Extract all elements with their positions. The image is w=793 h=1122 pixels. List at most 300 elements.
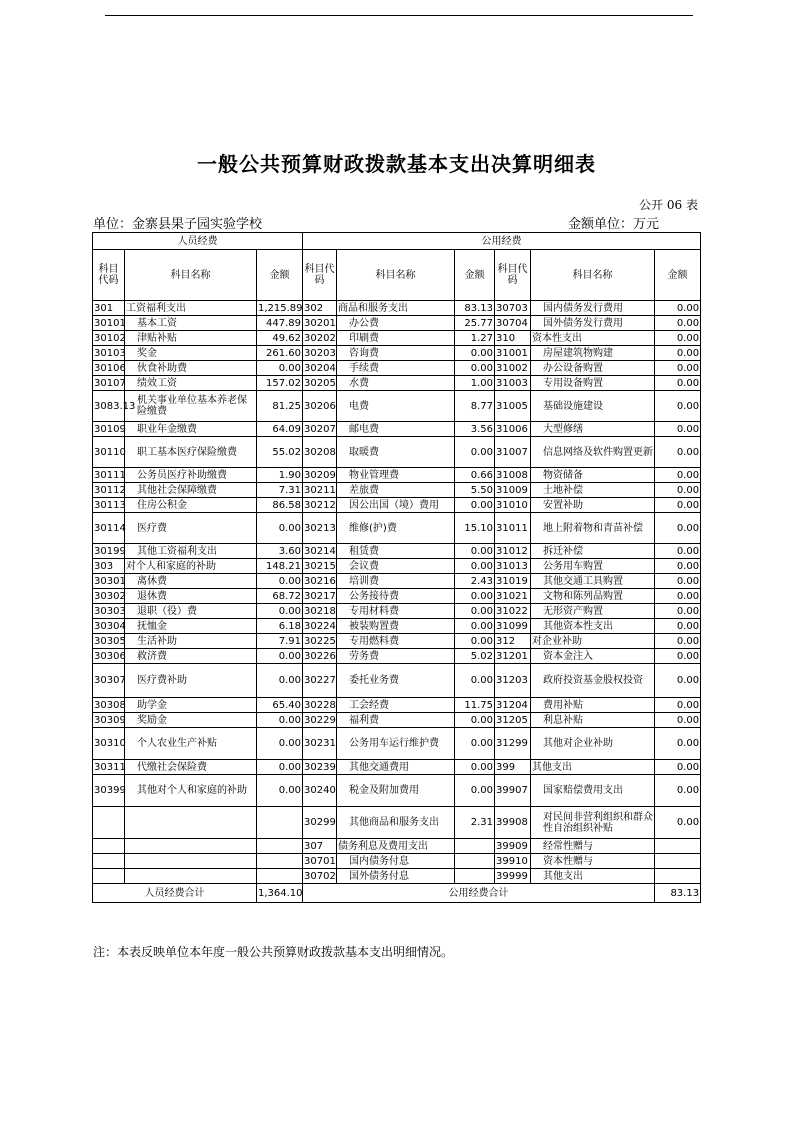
name-cell: 会议费: [337, 559, 455, 574]
table-row: [93, 728, 701, 760]
name-cell: 对个人和家庭的补助: [125, 559, 257, 574]
header-name: 科目名称: [531, 250, 655, 301]
amount-cell: 25.77: [455, 316, 495, 331]
name-cell: 其他交通费用: [337, 760, 455, 775]
amount-cell: [655, 839, 701, 854]
name-cell: [125, 869, 257, 884]
table-row: [93, 498, 701, 513]
name-cell: 助学金: [125, 698, 257, 713]
code-cell: 30309: [94, 714, 126, 726]
amount-cell: 0.00: [655, 513, 701, 544]
table-row: [93, 468, 701, 483]
code-cell: 399: [495, 760, 531, 775]
amount-cell: 5.02: [455, 649, 495, 664]
amount-cell: 1.27: [455, 331, 495, 346]
amount-cell: 55.02: [257, 437, 303, 468]
amount-cell: 3.56: [455, 422, 495, 437]
amount-cell: 5.50: [455, 483, 495, 498]
amount-cell: 0.00: [655, 361, 701, 376]
code-cell: 31007: [495, 437, 531, 468]
amount-cell: 0.00: [655, 634, 701, 649]
name-cell: 退职（役）费: [125, 604, 257, 619]
amount-cell: [455, 854, 495, 869]
table-row: [93, 316, 701, 331]
code-cell: 30308: [94, 699, 126, 711]
amount-cell: 148.21: [257, 559, 303, 574]
code-cell: 39999: [495, 869, 531, 884]
name-cell: 专用燃料费: [337, 634, 455, 649]
amount-cell: 0.66: [455, 468, 495, 483]
amount-cell: 6.18: [257, 619, 303, 634]
table-row: [93, 391, 701, 422]
amount-unit-label: 金额单位：万元: [568, 217, 660, 232]
code-cell: 31011: [495, 513, 531, 544]
code-cell: 30399: [93, 775, 125, 807]
name-cell: 工会经费: [337, 698, 455, 713]
table-row: [93, 604, 701, 619]
code-cell: 30229: [304, 714, 336, 726]
code-cell: 312: [495, 634, 531, 649]
amount-cell: 0.00: [455, 634, 495, 649]
code-cell: 31022: [495, 604, 531, 619]
personnel-group-header: 人员经费: [93, 233, 303, 250]
code-cell: 310: [495, 331, 531, 346]
name-cell: 其他支出: [531, 760, 655, 775]
table-row: [93, 376, 701, 391]
table-row: [93, 437, 701, 468]
amount-cell: 64.09: [257, 422, 303, 437]
code-cell: 30107: [94, 377, 126, 389]
name-cell: 政府投资基金股权投资: [531, 664, 655, 698]
code-cell: 30225: [304, 635, 336, 647]
code-cell: 301: [93, 301, 125, 316]
amount-cell: 0.00: [655, 728, 701, 760]
code-cell: 31099: [495, 619, 531, 634]
name-cell: 医疗费: [125, 513, 257, 544]
table-row: [93, 775, 701, 807]
amount-cell: [655, 854, 701, 869]
code-cell: 30240: [303, 775, 337, 807]
amount-cell: 7.31: [257, 483, 303, 498]
name-cell: 税金及附加费用: [337, 775, 455, 807]
code-cell: [93, 869, 125, 884]
name-cell: 其他对个人和家庭的补助: [125, 775, 257, 807]
code-cell: 30305: [94, 635, 126, 647]
unit-label: 单位：金寨县果子园实验学校: [93, 217, 263, 232]
name-cell: 资本金注入: [531, 649, 655, 664]
amount-cell: [455, 869, 495, 884]
code-cell: 30205: [304, 377, 336, 389]
code-cell: 3083.13: [93, 391, 125, 422]
code-cell: 31201: [495, 649, 531, 664]
code-cell: 30211: [304, 484, 336, 496]
code-cell: 30239: [304, 761, 336, 773]
amount-cell: 0.00: [655, 619, 701, 634]
name-cell: 公务用车购置: [531, 559, 655, 574]
name-cell: 生活补助: [125, 634, 257, 649]
code-cell: [93, 854, 125, 869]
amount-cell: 7.91: [257, 634, 303, 649]
name-cell: 印刷费: [337, 331, 455, 346]
name-cell: 利息补贴: [531, 713, 655, 728]
name-cell: 地上附着物和青苗补偿: [531, 513, 655, 544]
code-cell: 30106: [94, 362, 126, 374]
code-cell: 31008: [495, 468, 531, 483]
name-cell: 国外债务发行费用: [531, 316, 655, 331]
code-cell: 30111: [94, 469, 126, 481]
table-row: [93, 331, 701, 346]
name-cell: 债务利息及费用支出: [337, 839, 455, 854]
code-cell: 31019: [495, 574, 531, 589]
expenditure-table: [92, 232, 701, 903]
name-cell: 国家赔偿费用支出: [531, 775, 655, 807]
table-row: [93, 619, 701, 634]
name-cell: 对企业补助: [531, 634, 655, 649]
code-cell: 30208: [303, 437, 337, 468]
code-cell: 31021: [495, 589, 531, 604]
name-cell: 救济费: [125, 649, 257, 664]
code-cell: 39910: [495, 854, 531, 869]
name-cell: 职业年金缴费: [125, 422, 257, 437]
amount-cell: 0.00: [655, 498, 701, 513]
table-number: 公开 06 表: [639, 198, 698, 212]
amount-cell: 0.00: [257, 361, 303, 376]
code-cell: 31204: [495, 698, 531, 713]
name-cell: 租赁费: [337, 544, 455, 559]
amount-cell: 0.00: [655, 346, 701, 361]
table-row: [93, 483, 701, 498]
code-cell: 30203: [304, 347, 336, 359]
table-row: [93, 301, 701, 316]
code-cell: 30216: [304, 575, 336, 587]
code-cell: 30110: [93, 437, 125, 468]
amount-cell: 0.00: [257, 574, 303, 589]
code-cell: [93, 807, 125, 839]
code-cell: 30231: [303, 728, 337, 760]
table-row: [93, 346, 701, 361]
amount-cell: 0.00: [655, 483, 701, 498]
table-row: [93, 649, 701, 664]
name-cell: 差旅费: [337, 483, 455, 498]
code-cell: 31002: [495, 361, 531, 376]
name-cell: 其他资本性支出: [531, 619, 655, 634]
amount-cell: 447.89: [257, 316, 303, 331]
amount-cell: 8.77: [455, 391, 495, 422]
code-cell: 30213: [303, 513, 337, 544]
amount-cell: 0.00: [655, 422, 701, 437]
name-cell: 基础设施建设: [531, 391, 655, 422]
name-cell: 委托业务费: [337, 664, 455, 698]
code-cell: 31003: [495, 376, 531, 391]
code-cell: 30209: [304, 469, 336, 481]
code-cell: 31005: [495, 391, 531, 422]
name-cell: 其他商品和服务支出: [337, 807, 455, 839]
code-cell: 30224: [304, 620, 336, 632]
footnote: 注：本表反映单位本年度一般公共预算财政拨款基本支出明细情况。: [93, 945, 454, 959]
code-cell: 30214: [304, 545, 336, 557]
code-cell: 31009: [495, 483, 531, 498]
name-cell: 专用材料费: [337, 604, 455, 619]
amount-cell: 0.00: [655, 775, 701, 807]
amount-cell: 0.00: [455, 664, 495, 698]
name-cell: 津贴补贴: [125, 331, 257, 346]
table-row: [93, 854, 701, 869]
amount-cell: 0.00: [455, 619, 495, 634]
table-row: [93, 634, 701, 649]
name-cell: 代缴社会保险费: [125, 760, 257, 775]
amount-cell: 0.00: [455, 498, 495, 513]
code-cell: 30109: [94, 423, 126, 435]
code-cell: 30306: [94, 650, 126, 662]
table-row: [93, 713, 701, 728]
name-cell: [125, 807, 257, 839]
header-amount: 金额: [655, 250, 701, 301]
code-cell: 30103: [94, 347, 126, 359]
name-cell: 大型修缮: [531, 422, 655, 437]
code-cell: 30310: [93, 728, 125, 760]
amount-cell: 157.02: [257, 376, 303, 391]
code-cell: 39908: [495, 807, 531, 839]
name-cell: 离休费: [125, 574, 257, 589]
header-name: 科目名称: [125, 250, 257, 301]
name-cell: 资本性赠与: [531, 854, 655, 869]
amount-cell: 0.00: [655, 301, 701, 316]
name-cell: 对民间非营利组织和群众性自治组织补贴: [531, 807, 655, 839]
amount-cell: 0.00: [655, 664, 701, 698]
name-cell: 绩效工资: [125, 376, 257, 391]
code-cell: 30199: [94, 545, 126, 557]
amount-cell: 261.60: [257, 346, 303, 361]
code-cell: 30218: [304, 605, 336, 617]
amount-cell: 86.58: [257, 498, 303, 513]
code-cell: 30703: [495, 301, 531, 316]
name-cell: 文物和陈列品购置: [531, 589, 655, 604]
amount-cell: 0.00: [655, 698, 701, 713]
amount-cell: 0.00: [455, 361, 495, 376]
name-cell: 电费: [337, 391, 455, 422]
table-row: [93, 589, 701, 604]
header-amount: 金额: [455, 250, 495, 301]
amount-cell: 0.00: [455, 559, 495, 574]
amount-cell: 0.00: [455, 775, 495, 807]
amount-cell: 1.90: [257, 468, 303, 483]
amount-cell: 0.00: [655, 604, 701, 619]
code-cell: 30303: [94, 605, 126, 617]
amount-cell: 0.00: [455, 346, 495, 361]
page-title: 一般公共预算财政拨款基本支出决算明细表: [197, 152, 596, 176]
amount-cell: 0.00: [655, 649, 701, 664]
amount-cell: 2.31: [455, 807, 495, 839]
code-cell: 30307: [93, 664, 125, 698]
personnel-total-label: 人员经费合计: [93, 884, 257, 903]
name-cell: 其他工资福利支出: [125, 544, 257, 559]
amount-cell: 68.72: [257, 589, 303, 604]
name-cell: 其他对企业补助: [531, 728, 655, 760]
code-cell: 30304: [94, 620, 126, 632]
name-cell: 咨询费: [337, 346, 455, 361]
code-cell: 30113: [94, 499, 126, 511]
name-cell: 个人农业生产补贴: [125, 728, 257, 760]
code-cell: 30207: [304, 423, 336, 435]
name-cell: 基本工资: [125, 316, 257, 331]
name-cell: 无形资产购置: [531, 604, 655, 619]
amount-cell: 3.60: [257, 544, 303, 559]
amount-cell: 1.00: [455, 376, 495, 391]
name-cell: 住房公积金: [125, 498, 257, 513]
name-cell: 经常性赠与: [531, 839, 655, 854]
code-cell: 30227: [303, 664, 337, 698]
name-cell: 土地补偿: [531, 483, 655, 498]
table-row: [93, 664, 701, 698]
name-cell: 机关事业单位基本养老保险缴费: [125, 391, 257, 422]
table-row: [93, 544, 701, 559]
code-cell: 30102: [94, 332, 126, 344]
code-cell: 30206: [303, 391, 337, 422]
amount-cell: 81.25: [257, 391, 303, 422]
amount-cell: 0.00: [655, 574, 701, 589]
header-code: 科目代码: [495, 250, 531, 301]
code-cell: 30226: [304, 650, 336, 662]
amount-cell: 0.00: [655, 713, 701, 728]
code-cell: 30228: [304, 699, 336, 711]
header-amount: 金额: [257, 250, 303, 301]
amount-cell: 0.00: [257, 604, 303, 619]
amount-cell: 11.75: [455, 698, 495, 713]
amount-cell: 0.00: [655, 468, 701, 483]
table-row: [93, 513, 701, 544]
name-cell: 其他支出: [531, 869, 655, 884]
name-cell: 公务用车运行维护费: [337, 728, 455, 760]
code-cell: 39909: [495, 839, 531, 854]
code-cell: 30299: [303, 807, 337, 839]
name-cell: 劳务费: [337, 649, 455, 664]
amount-cell: 0.00: [655, 760, 701, 775]
amount-cell: 0.00: [455, 728, 495, 760]
name-cell: 专用设备购置: [531, 376, 655, 391]
code-cell: 30212: [304, 499, 336, 511]
code-cell: 31299: [495, 728, 531, 760]
amount-cell: 0.00: [455, 604, 495, 619]
amount-cell: 0.00: [655, 391, 701, 422]
amount-cell: 15.10: [455, 513, 495, 544]
name-cell: 拆迁补偿: [531, 544, 655, 559]
public-group-header: 公用经费: [303, 233, 701, 250]
code-cell: 30101: [94, 317, 126, 329]
amount-cell: 0.00: [655, 807, 701, 839]
code-cell: 307: [303, 839, 337, 854]
name-cell: 其他社会保障缴费: [125, 483, 257, 498]
amount-cell: 0.00: [655, 544, 701, 559]
name-cell: 手续费: [337, 361, 455, 376]
amount-cell: 0.00: [455, 713, 495, 728]
name-cell: 费用补贴: [531, 698, 655, 713]
code-cell: 30201: [304, 317, 336, 329]
amount-cell: 0.00: [455, 437, 495, 468]
code-cell: 30112: [94, 484, 126, 496]
name-cell: 国内债务付息: [337, 854, 455, 869]
name-cell: 福利费: [337, 713, 455, 728]
code-cell: 30702: [304, 870, 336, 882]
amount-cell: 0.00: [257, 760, 303, 775]
amount-cell: 1,215.89: [258, 302, 303, 314]
top-rule: [105, 15, 693, 16]
amount-cell: 0.00: [655, 559, 701, 574]
name-cell: 伙食补助费: [125, 361, 257, 376]
name-cell: 公务员医疗补助缴费: [125, 468, 257, 483]
table-row: [93, 361, 701, 376]
code-cell: 303: [93, 559, 125, 574]
name-cell: 国内债务发行费用: [531, 301, 655, 316]
code-cell: 302: [303, 301, 337, 316]
code-cell: 30302: [94, 590, 126, 602]
code-cell: 30202: [304, 332, 336, 344]
name-cell: 邮电费: [337, 422, 455, 437]
name-cell: 职工基本医疗保险缴费: [125, 437, 257, 468]
name-cell: [125, 839, 257, 854]
name-cell: 信息网络及软件购置更新: [531, 437, 655, 468]
name-cell: 办公设备购置: [531, 361, 655, 376]
name-cell: 物资储备: [531, 468, 655, 483]
header-name: 科目名称: [337, 250, 455, 301]
amount-cell: 83.13: [455, 301, 495, 316]
amount-cell: 0.00: [655, 437, 701, 468]
header-code: 科目代码: [93, 250, 125, 301]
code-cell: 30311: [94, 761, 126, 773]
table-row: [93, 422, 701, 437]
table-row: [93, 559, 701, 574]
code-cell: 31205: [495, 713, 531, 728]
name-cell: 奖金: [125, 346, 257, 361]
name-cell: 被装购置费: [337, 619, 455, 634]
name-cell: [125, 854, 257, 869]
code-cell: 31010: [495, 498, 531, 513]
code-cell: 30114: [93, 513, 125, 544]
amount-cell: 0.00: [257, 775, 303, 807]
name-cell: 公务接待费: [337, 589, 455, 604]
table-row: [93, 839, 701, 854]
code-cell: 31012: [495, 544, 531, 559]
amount-cell: [655, 869, 701, 884]
name-cell: 水费: [337, 376, 455, 391]
name-cell: 退休费: [125, 589, 257, 604]
name-cell: 房屋建筑物购建: [531, 346, 655, 361]
amount-cell: 0.00: [257, 713, 303, 728]
amount-cell: 0.00: [655, 331, 701, 346]
table-row: [93, 807, 701, 839]
amount-cell: 0.00: [257, 728, 303, 760]
name-cell: 奖励金: [125, 713, 257, 728]
code-cell: [93, 839, 125, 854]
code-cell: 30204: [304, 362, 336, 374]
amount-cell: 0.00: [455, 589, 495, 604]
name-cell: 因公出国（境）费用: [337, 498, 455, 513]
name-cell: 维修(护)费: [337, 513, 455, 544]
code-cell: 31013: [495, 559, 531, 574]
amount-cell: [455, 839, 495, 854]
amount-cell: 0.00: [655, 316, 701, 331]
amount-cell: 0.00: [257, 513, 303, 544]
name-cell: 抚恤金: [125, 619, 257, 634]
code-cell: 30215: [304, 560, 336, 572]
amount-cell: 0.00: [455, 760, 495, 775]
amount-cell: 0.00: [257, 649, 303, 664]
name-cell: 商品和服务支出: [337, 301, 455, 316]
table-row: [93, 760, 701, 775]
amount-cell: [257, 807, 303, 839]
header-code: 科目代码: [303, 250, 337, 301]
amount-cell: 0.00: [257, 664, 303, 698]
amount-cell: 0.00: [655, 376, 701, 391]
